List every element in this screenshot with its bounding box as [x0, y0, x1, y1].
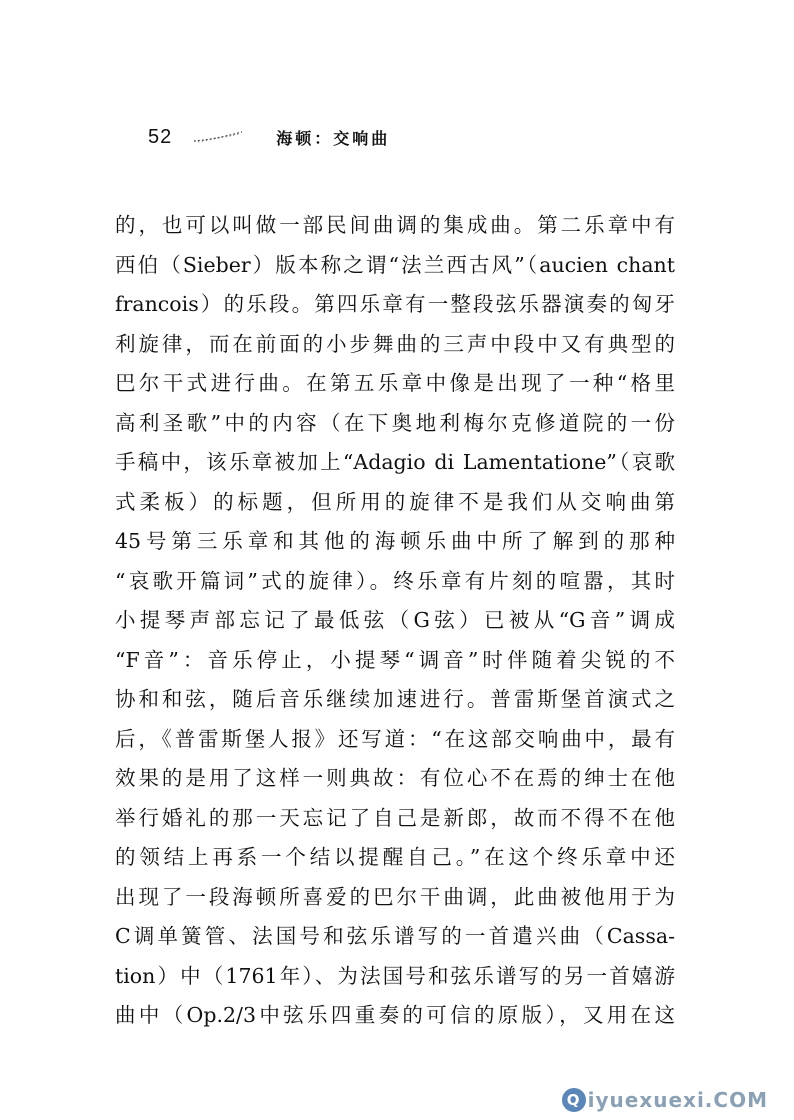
- text-line: 西伯（Sieber）版本称之谓“法兰西古风”（aucien chant: [115, 252, 675, 277]
- text-line: 高利圣歌”中的内容（在下奥地利梅尔克修道院的一份: [115, 410, 675, 435]
- text-line: 的领结上再系一个结以提醒自己。”在这个终乐章中还: [115, 845, 675, 869]
- text-line: 小提琴声部忘记了最低弦（G弦）已被从“G音”调成: [115, 608, 675, 632]
- text-line: 举行婚礼的那一天忘记了自己是新郎，故而不得不在他: [115, 805, 675, 830]
- header-ornament: [192, 130, 244, 144]
- watermark: [562, 1088, 768, 1112]
- text-line: 巴尔干式进行曲。在第五乐章中像是出现了一种“格里: [115, 371, 675, 395]
- text-line: “F音”：音乐停止，小提琴“调音”时伴随着尖锐的不: [115, 647, 675, 672]
- page-header: [148, 122, 390, 152]
- text-line: francois）的乐段。第四乐章有一整段弦乐器演奏的匈牙: [115, 292, 675, 316]
- watermark-text: iyuexuexi.COM: [587, 1088, 768, 1112]
- body-text: [115, 206, 675, 1036]
- text-line: 协和和弦，随后音乐继续加速进行。普雷斯堡首演式之: [115, 687, 675, 711]
- text-line: C调单簧管、法国号和弦乐谱写的一首遣兴曲（Cassa-: [115, 924, 675, 948]
- text-line: “哀歌开篇词”式的旋律）。终乐章有片刻的喧嚣，其时: [115, 568, 675, 593]
- text-line: tion）中（1761年）、为法国号和弦乐谱写的另一首嬉游: [115, 963, 675, 988]
- page-number: 52: [148, 125, 173, 148]
- text-line: 曲中（Op.2/3中弦乐四重奏的可信的原版），又用在这: [115, 1003, 675, 1027]
- text-line: 手稿中，该乐章被加上“Adagio di Lamentatione”（哀歌: [115, 450, 675, 474]
- text-line: 出现了一段海顿所喜爱的巴尔干曲调，此曲被他用于为: [115, 884, 675, 909]
- text-line: 效果的是用了这样一则典故：有位心不在焉的绅士在他: [115, 766, 675, 790]
- text-line: 的，也可以叫做一部民间曲调的集成曲。第二乐章中有: [115, 213, 675, 237]
- q-circle-icon: Q: [562, 1088, 586, 1112]
- text-line: 45号第三乐章和其他的海顿乐曲中所了解到的那种: [115, 529, 675, 553]
- running-title: 海顿：交响曲: [276, 128, 391, 148]
- text-line: 后，《普雷斯堡人报》还写道：“在这部交响曲中，最有: [115, 726, 675, 751]
- text-line: 利旋律，而在前面的小步舞曲的三声中段中又有典型的: [115, 331, 675, 356]
- text-line: 式柔板）的标题，但所用的旋律不是我们从交响曲第: [115, 489, 675, 514]
